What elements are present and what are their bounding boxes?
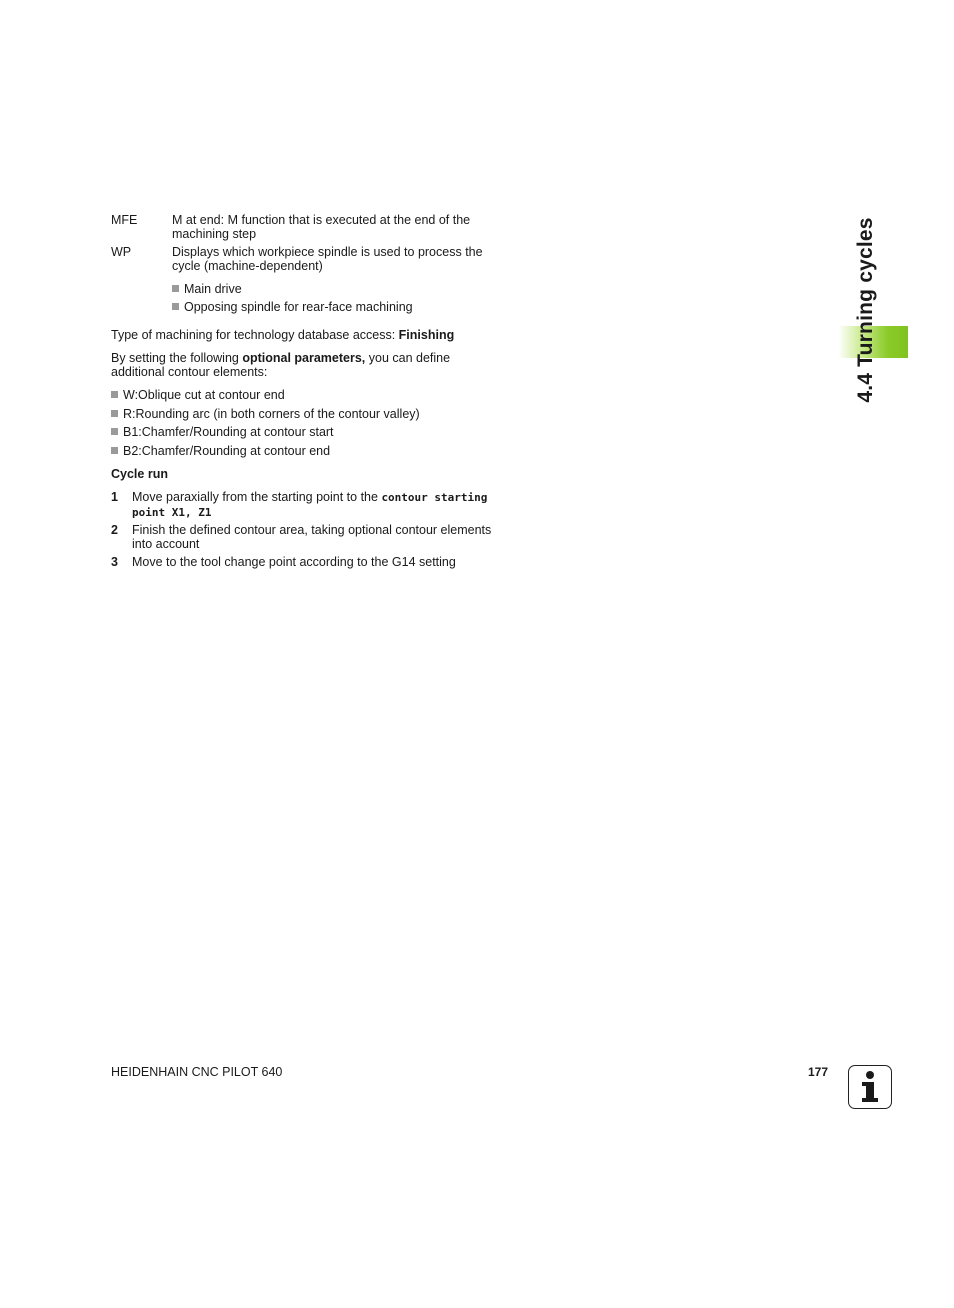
param-key-wp: WP	[111, 245, 132, 259]
chapter-title-text: 4.4 Turning cycles	[854, 217, 877, 403]
bullet-square-icon	[172, 303, 179, 310]
optional-prefix: By setting the following	[111, 351, 243, 365]
optional-params-paragraph	[111, 351, 531, 379]
param-desc-line: machining step	[172, 227, 257, 241]
list-item-text: B1:Chamfer/Rounding at contour start	[123, 425, 334, 439]
step-text	[132, 523, 511, 551]
footer-product: HEIDENHAIN CNC PILOT 640	[111, 1065, 283, 1079]
bullet-square-icon	[111, 391, 118, 398]
step-number: 1	[111, 490, 118, 504]
optional-line-1	[111, 351, 531, 365]
bullet-square-icon	[111, 428, 118, 435]
technology-line	[111, 328, 531, 342]
step-item	[111, 490, 511, 520]
step-text: Move to the tool change point according to the G14 setting	[132, 555, 456, 569]
step-text-line: Finish the defined contour area, taking optional contour elements	[132, 523, 492, 537]
optional-line-2: additional contour elements:	[111, 365, 268, 379]
step-number: 3	[111, 555, 118, 569]
list-item	[111, 444, 330, 458]
bullet-square-icon	[111, 410, 118, 417]
param-desc-wp	[172, 245, 512, 273]
param-key-mfe: MFE	[111, 213, 138, 227]
list-item-text: R:Rounding arc (in both corners of the contour valley)	[123, 407, 420, 421]
step-item	[111, 555, 511, 569]
step-code: point X1, Z1	[132, 506, 212, 519]
optional-suffix: you can define	[365, 351, 451, 365]
info-glyph	[849, 1066, 890, 1107]
step-text-line: into account	[132, 537, 200, 551]
step-number: 2	[111, 523, 118, 537]
list-item-text: Opposing spindle for rear-face machining	[184, 300, 413, 314]
page-number: 177	[808, 1065, 829, 1079]
section-heading-cycle-run: Cycle run	[111, 467, 168, 481]
technology-value: Finishing	[398, 328, 455, 342]
list-item	[111, 388, 285, 402]
list-item	[111, 407, 420, 421]
list-item-text: W:Oblique cut at contour end	[123, 388, 285, 402]
list-item	[111, 425, 334, 439]
list-item-text: B2:Chamfer/Rounding at contour end	[123, 444, 331, 458]
param-desc-line: Displays which workpiece spindle is used to process the	[172, 245, 483, 259]
bullet-square-icon	[111, 447, 118, 454]
list-item-text: Main drive	[184, 282, 242, 296]
param-desc-line: M at end: M function that is executed at the end of the	[172, 213, 471, 227]
bullet-square-icon	[172, 285, 179, 292]
step-text	[132, 490, 511, 520]
list-item	[172, 282, 242, 296]
step-text-plain: Move paraxially from the starting point to the	[132, 490, 382, 504]
info-icon[interactable]	[848, 1065, 892, 1109]
step-item	[111, 523, 511, 551]
list-item	[172, 300, 413, 314]
optional-bold: optional parameters,	[242, 351, 366, 365]
param-desc-mfe	[172, 213, 512, 241]
step-code: contour starting	[381, 491, 488, 504]
param-desc-line: cycle (machine-dependent)	[172, 259, 323, 273]
technology-prefix: Type of machining for technology database access:	[111, 328, 399, 342]
